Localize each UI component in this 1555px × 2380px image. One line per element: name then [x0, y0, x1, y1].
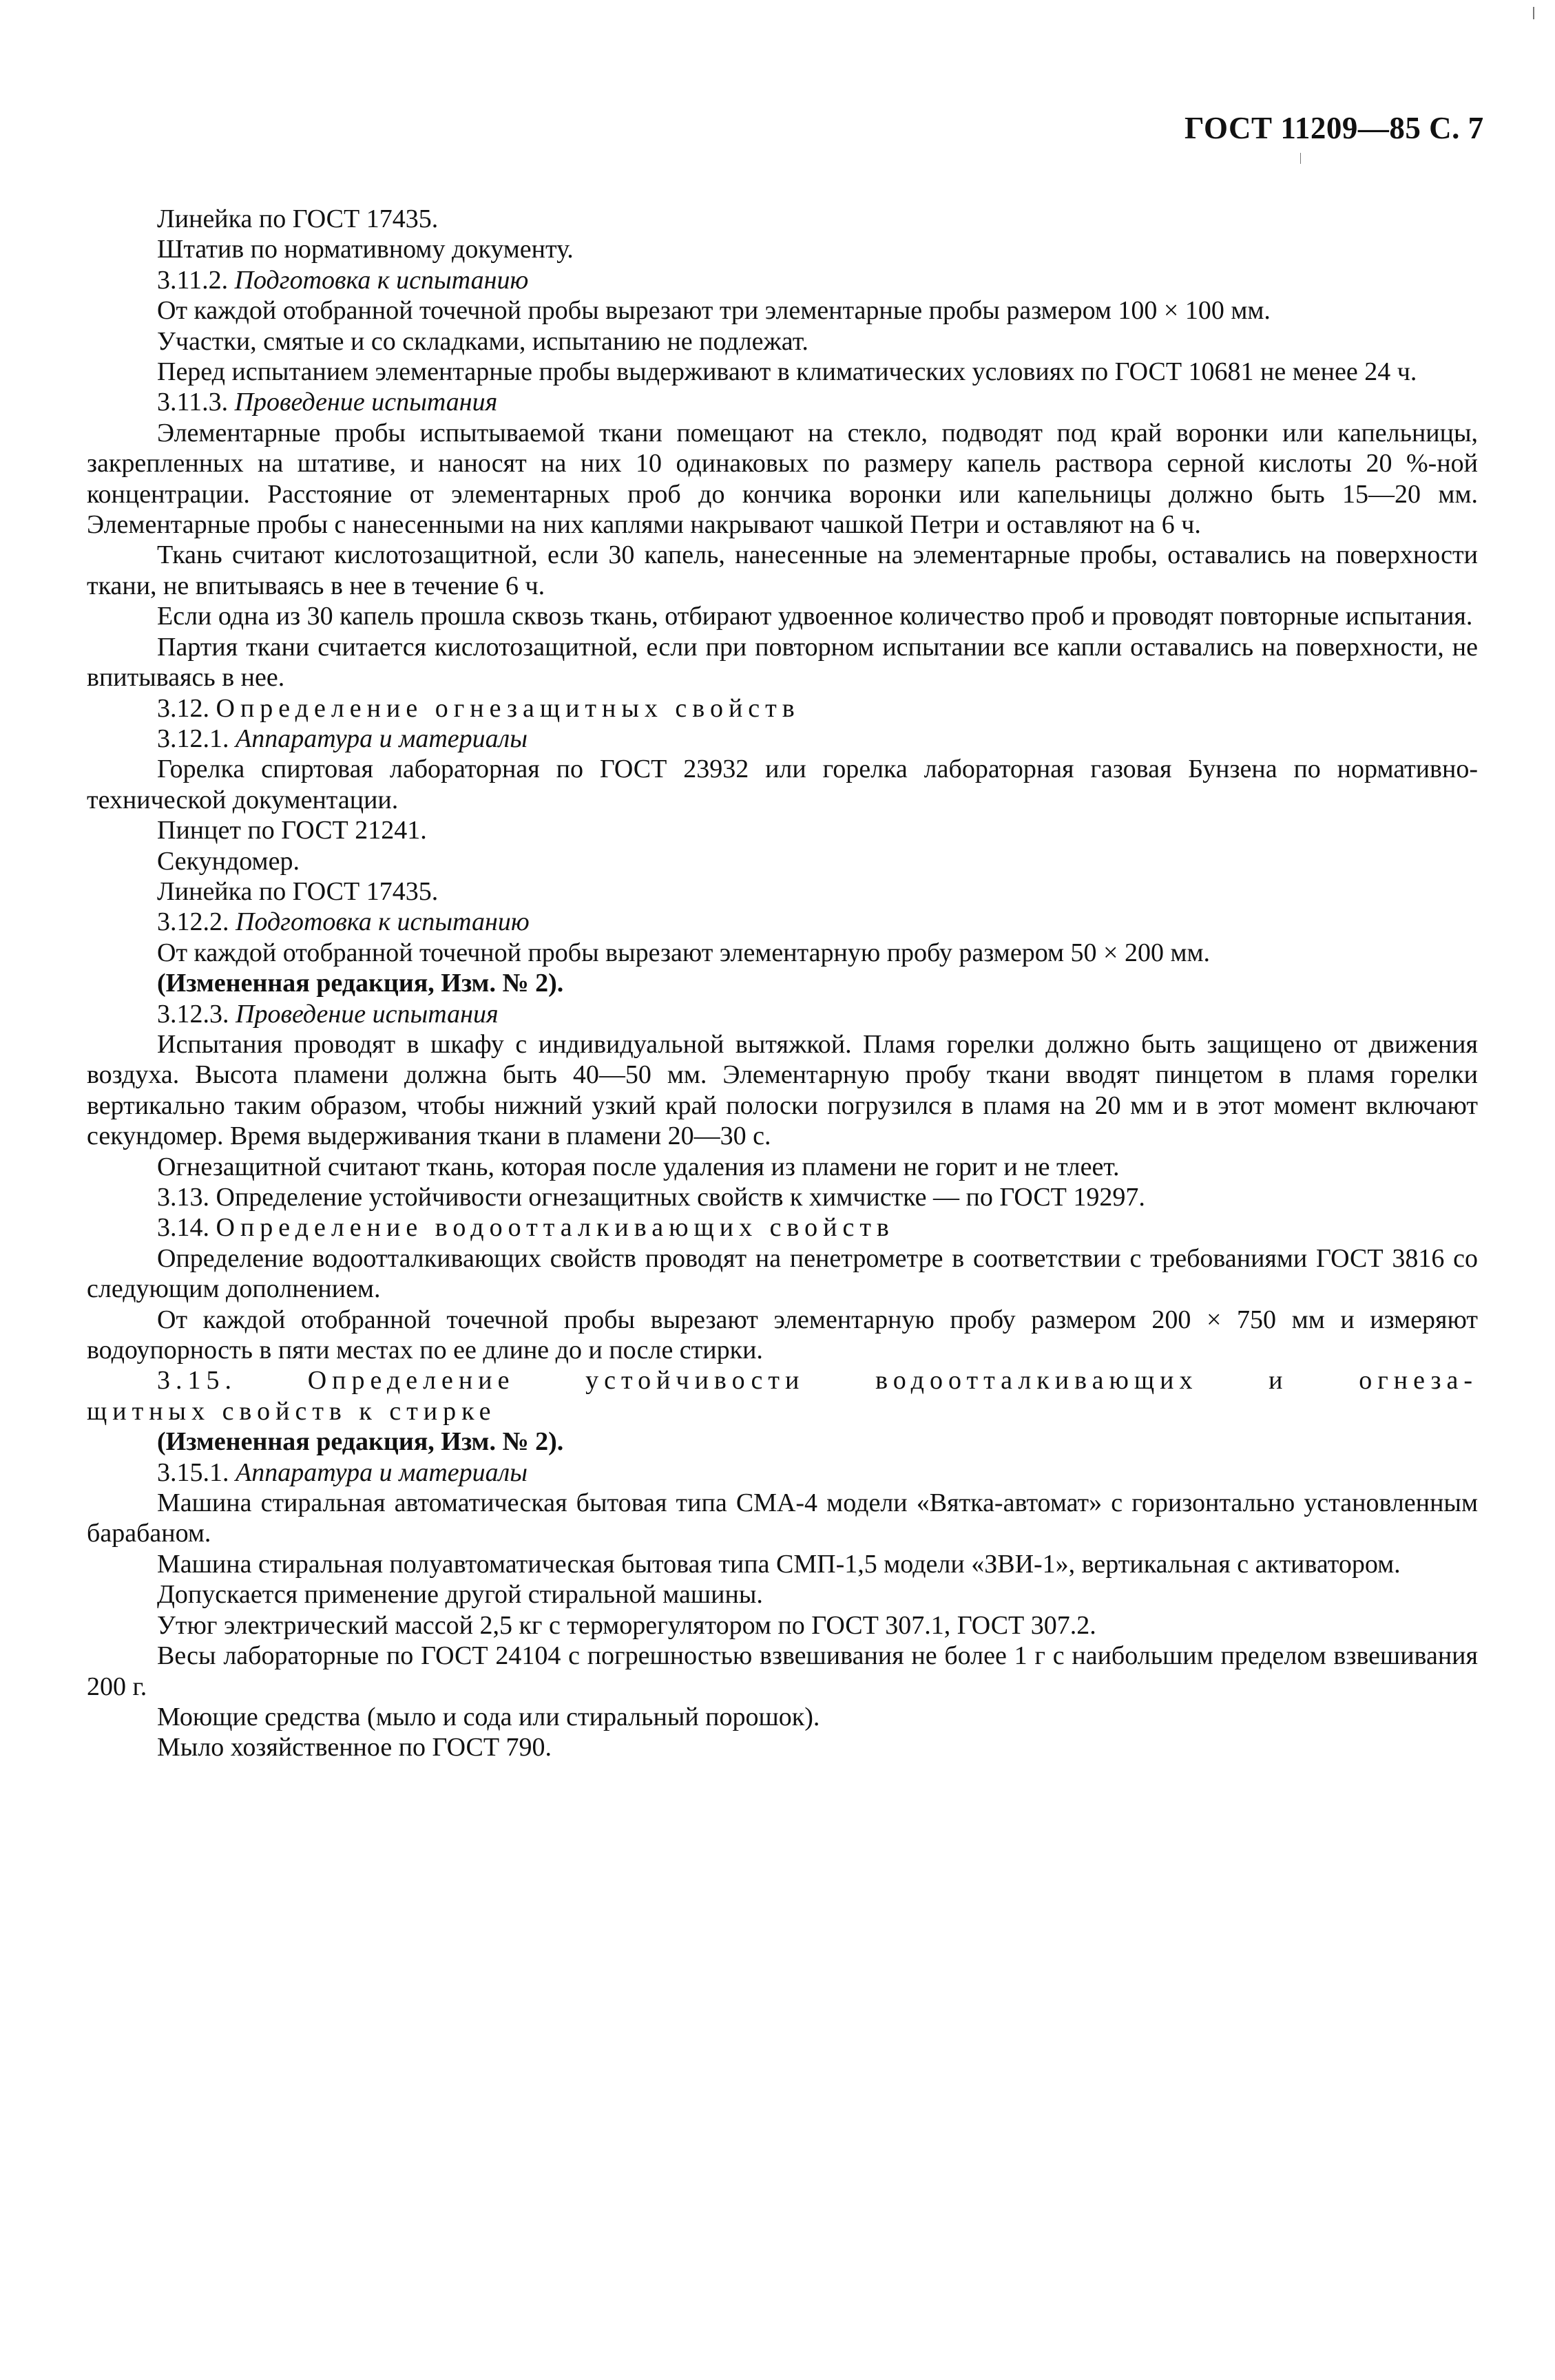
section-title: Аппаратура и материалы	[236, 724, 528, 753]
paragraph: Весы лабораторные по ГОСТ 24104 с погрешностью взвешивания не более 1 г с наибольшим пределом взвешивания 200 г.	[87, 1641, 1478, 1701]
paragraph: Если одна из 30 капель прошла сквозь ткань, отбирают удвоенное количество проб и проводят повторные испытания.	[157, 602, 1473, 631]
paragraph: От каждой отобранной точечной пробы вырезают элементарную пробу размером 50 × 200 мм.	[157, 938, 1211, 967]
section-heading	[87, 999, 1478, 1029]
paragraph: Пинцет по ГОСТ 21241.	[157, 816, 427, 845]
section-title: Проведение испытания	[234, 388, 498, 417]
section-title-continued: щитных свойств к стирке	[87, 1396, 497, 1426]
section-heading	[87, 724, 1478, 754]
section-number: 3.11.3.	[157, 388, 229, 417]
paragraph: Ткань считают кислотозащитной, если 30 капель, нанесенные на элементарные пробы, оставались на поверхности ткани, не впитываясь в нее в течение 6 ч.	[87, 540, 1478, 600]
paragraph: Машина стиральная автоматическая бытовая типа СМА-4 модели «Вятка-автомат» с горизонтально установленным барабаном.	[87, 1488, 1478, 1548]
paragraph: Участки, смятые и со складками, испытанию не подлежат.	[157, 326, 808, 356]
paragraph: Линейка по ГОСТ 17435.	[157, 204, 439, 233]
paragraph: Линейка по ГОСТ 17435.	[157, 876, 439, 906]
section-number: 3.15.	[157, 1366, 237, 1396]
paragraph: Мыло хозяйственное по ГОСТ 790.	[157, 1733, 552, 1762]
paragraph: Моющие средства (мыло и сода или стиральный порошок).	[157, 1702, 820, 1731]
section-heading	[87, 387, 1478, 417]
section-title: Определение огнезащитных свойств	[216, 693, 800, 723]
paragraph: Определение водоотталкивающих свойств проводят на пенетрометре в соответствии с требованиями ГОСТ 3816 со следующим дополнением.	[87, 1243, 1478, 1304]
paragraph: Испытания проводят в шкафу с индивидуальной вытяжкой. Пламя горелки должно быть защищено от движения воздуха. Высота пламени должна быть 40—50 мм. Элементарную пробу ткани вводят пинцетом в пламя горелки вертикально таким образом, чтобы нижний узкий край полоски погрузился в пламя на 20 мм и в этот момент включают секундомер. Время выдерживания ткани в пламени 20—30 с.	[87, 1029, 1478, 1151]
paragraph: От каждой отобранной точечной пробы вырезают три элементарные пробы размером 100 × 100 мм.	[157, 296, 1271, 326]
scan-mark	[1533, 7, 1534, 19]
paragraph: Допускается применение другой стиральной машины.	[157, 1580, 763, 1610]
section-number: 3.12.3.	[157, 999, 229, 1029]
section-number: 3.15.1.	[157, 1457, 229, 1487]
section-heading	[87, 1365, 1478, 1396]
section-number: 3.14.	[157, 1213, 209, 1243]
section-number: 3.12.1.	[157, 724, 229, 753]
amendment-note: (Измененная редакция, Изм. № 2).	[157, 1427, 564, 1457]
paragraph: Огнезащитной считают ткань, которая после удаления из пламени не горит и не тлеет.	[157, 1152, 1120, 1181]
paragraph: Перед испытанием элементарные пробы выдерживают в климатических условиях по ГОСТ 10681 не менее 24 ч.	[157, 357, 1417, 387]
section-heading	[87, 265, 1478, 295]
paragraph: Машина стиральная полуавтоматическая бытовая типа СМП-1,5 модели «ЗВИ-1», вертикальная с активатором.	[157, 1549, 1401, 1579]
section-heading	[87, 907, 1478, 937]
section-heading	[87, 1212, 1478, 1243]
section-heading	[87, 693, 1478, 724]
section-number: 3.11.2.	[157, 265, 229, 295]
section-number: 3.12.2.	[157, 907, 229, 937]
section-title: Проведение испытания	[236, 999, 499, 1029]
section-heading	[87, 1457, 1478, 1488]
document-body	[87, 204, 1478, 1763]
paragraph: Горелка спиртовая лабораторная по ГОСТ 23932 или горелка лабораторная газовая Бунзена по нормативно-технической документации.	[87, 755, 1478, 814]
paragraph: 3.13. Определение устойчивости огнезащитных свойств к химчистке — по ГОСТ 19297.	[157, 1183, 1145, 1212]
amendment-note: (Измененная редакция, Изм. № 2).	[157, 969, 564, 998]
section-title: Определение устойчивости водоотталкивающих и огнеза-	[307, 1366, 1479, 1396]
scan-mark	[1300, 153, 1301, 164]
paragraph: От каждой отобранной точечной пробы вырезают элементарную пробу размером 200 × 750 мм и измеряют водоупорность в пяти местах по ее длине до и после стирки.	[87, 1305, 1478, 1365]
paragraph: Партия ткани считается кислотозащитной, если при повторном испытании все капли оставались на поверхности, не впитываясь в нее.	[87, 632, 1478, 693]
section-title: Определение водоотталкивающих свойств	[216, 1213, 895, 1243]
section-title: Подготовка к испытанию	[236, 907, 530, 937]
paragraph: Секундомер.	[157, 846, 300, 876]
section-number: 3.12.	[157, 693, 209, 723]
paragraph: Утюг электрический массой 2,5 кг с терморегулятором по ГОСТ 307.1, ГОСТ 307.2.	[157, 1610, 1096, 1640]
paragraph: Штатив по нормативному документу.	[157, 235, 574, 264]
section-title: Аппаратура и материалы	[236, 1457, 528, 1487]
page-header: ГОСТ 11209—85 С. 7	[1184, 111, 1484, 145]
paragraph: Элементарные пробы испытываемой ткани помещают на стекло, подводят под край воронки или капельницы, закрепленных на штативе, и наносят на них 10 одинаковых по размеру капель раствора серной кислоты 20 %-ной концентрации. Расстояние от элементарных проб до кончика воронки или капельницы должно быть 15—20 мм. Элементарные пробы с нанесенными на них каплями накрывают чашкой Петри и оставляют на 6 ч.	[87, 418, 1478, 540]
section-title: Подготовка к испытанию	[234, 265, 529, 295]
